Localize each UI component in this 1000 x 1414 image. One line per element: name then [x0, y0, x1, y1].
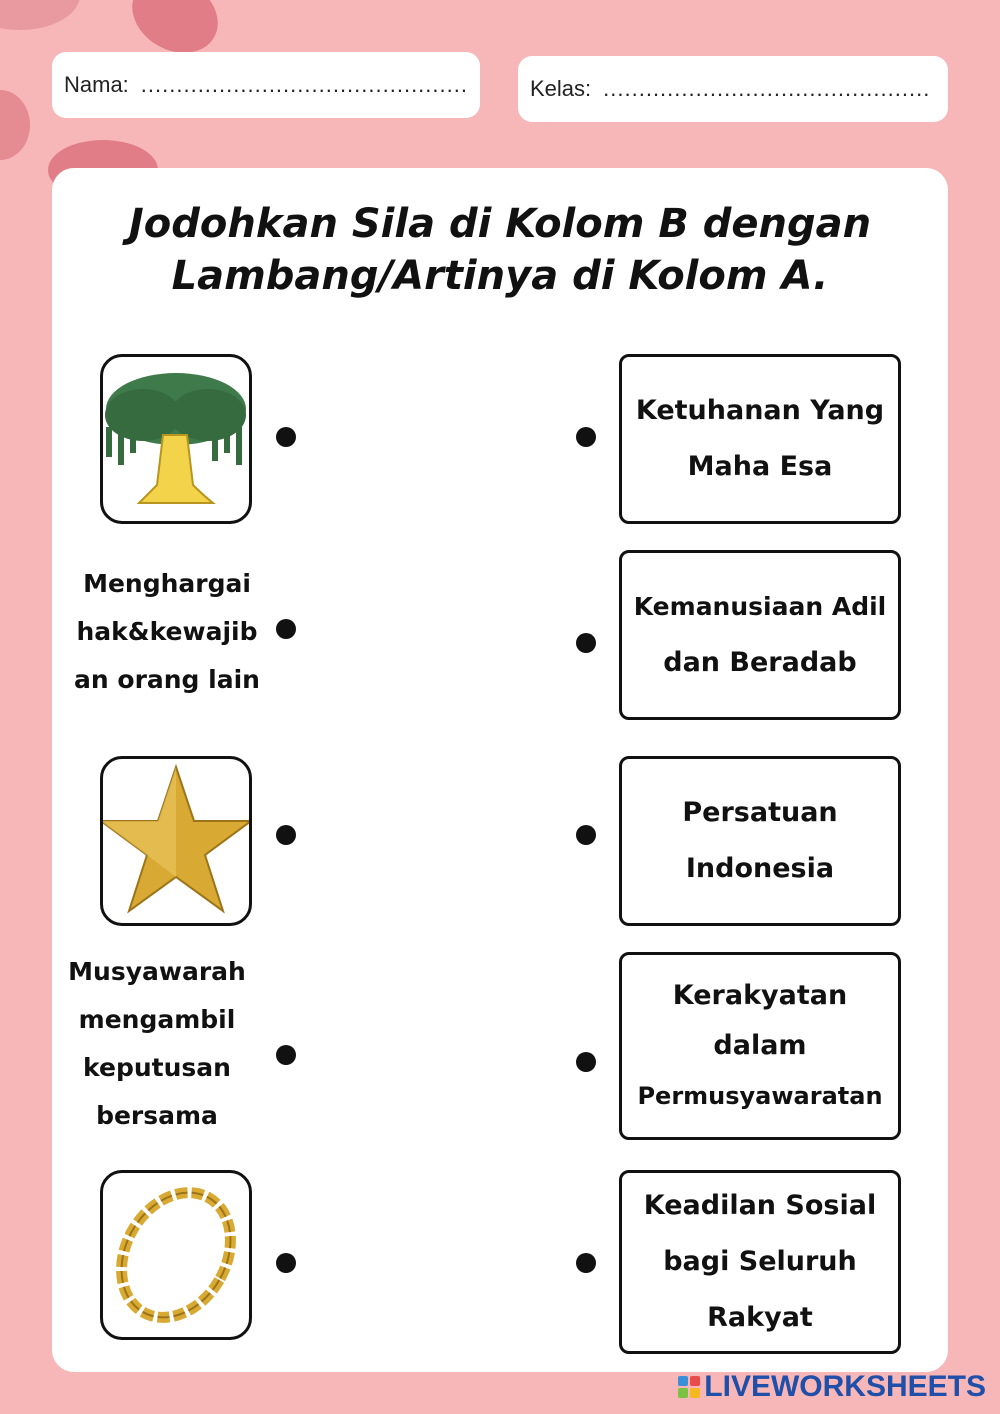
column-b-text-line: Maha Esa — [687, 451, 833, 482]
column-a-dot-1[interactable] — [276, 427, 296, 447]
column-a-text-line: bersama — [96, 1101, 218, 1130]
column-b-dot-2[interactable] — [576, 633, 596, 653]
banyan-tree-icon — [103, 357, 249, 521]
column-b-dot-1[interactable] — [576, 427, 596, 447]
column-b-item-2 — [619, 550, 901, 720]
brand-name: LIVEWORKSHEETS — [704, 1370, 986, 1403]
column-b-text-line: Rakyat — [707, 1302, 813, 1333]
column-a-text-line: keputusan — [83, 1053, 231, 1082]
column-a-item-5 — [100, 1170, 252, 1340]
column-a-text-line: Musyawarah — [68, 957, 246, 986]
column-b-item-5 — [619, 1170, 901, 1354]
column-b-dot-3[interactable] — [576, 825, 596, 845]
column-b-text-line: dan Beradab — [663, 647, 857, 678]
column-b-text-line: Kerakyatan — [672, 980, 848, 1011]
column-b-text-line: Keadilan Sosial — [643, 1190, 877, 1221]
column-a-dot-4[interactable] — [276, 1045, 296, 1065]
column-b-text-line: Persatuan — [682, 797, 838, 828]
column-b-item-3 — [619, 756, 901, 926]
column-a-dot-3[interactable] — [276, 825, 296, 845]
gold-star-icon — [103, 759, 249, 923]
column-a-text-line: hak&kewajib — [76, 617, 258, 646]
decorative-blob — [0, 90, 30, 160]
column-b-dot-5[interactable] — [576, 1253, 596, 1273]
column-b-text-line: Permusyawaratan — [637, 1082, 883, 1110]
title-line: Lambang/Artinya di Kolom A. — [171, 253, 829, 299]
name-dots: .............................................. — [140, 72, 468, 97]
gold-chain-icon — [103, 1173, 249, 1337]
column-b-dot-4[interactable] — [576, 1052, 596, 1072]
column-b-item-1 — [619, 354, 901, 524]
class-label: Kelas: — [530, 76, 592, 101]
liveworksheets-logo-icon — [678, 1376, 700, 1398]
name-field[interactable] — [52, 52, 480, 118]
column-b-text-line: Kemanusiaan Adil — [633, 592, 887, 621]
column-a-text-line: mengambil — [78, 1005, 236, 1034]
column-b-text-line: Indonesia — [685, 853, 835, 884]
column-b-text-line: Ketuhanan Yang — [635, 395, 885, 426]
class-field[interactable] — [518, 56, 948, 122]
column-a-item-4 — [54, 948, 260, 1140]
decorative-blob — [0, 0, 80, 30]
worksheet-title — [0, 198, 1000, 302]
column-a-dot-2[interactable] — [276, 619, 296, 639]
column-b-text-line: bagi Seluruh — [663, 1246, 857, 1277]
column-a-item-3 — [100, 756, 252, 926]
column-a-text-line: an orang lain — [74, 665, 260, 694]
class-dots: .............................................. — [603, 76, 931, 101]
column-a-text-line: Menghargai — [83, 569, 251, 598]
column-b-text-line: dalam — [713, 1030, 807, 1061]
column-b-item-4 — [619, 952, 901, 1140]
column-a-dot-5[interactable] — [276, 1253, 296, 1273]
title-line: Jodohkan Sila di Kolom B dengan — [128, 201, 872, 247]
name-label: Nama: — [64, 72, 129, 97]
liveworksheets-brand — [678, 1370, 986, 1404]
column-a-item-2 — [64, 560, 270, 704]
column-a-item-1 — [100, 354, 252, 524]
